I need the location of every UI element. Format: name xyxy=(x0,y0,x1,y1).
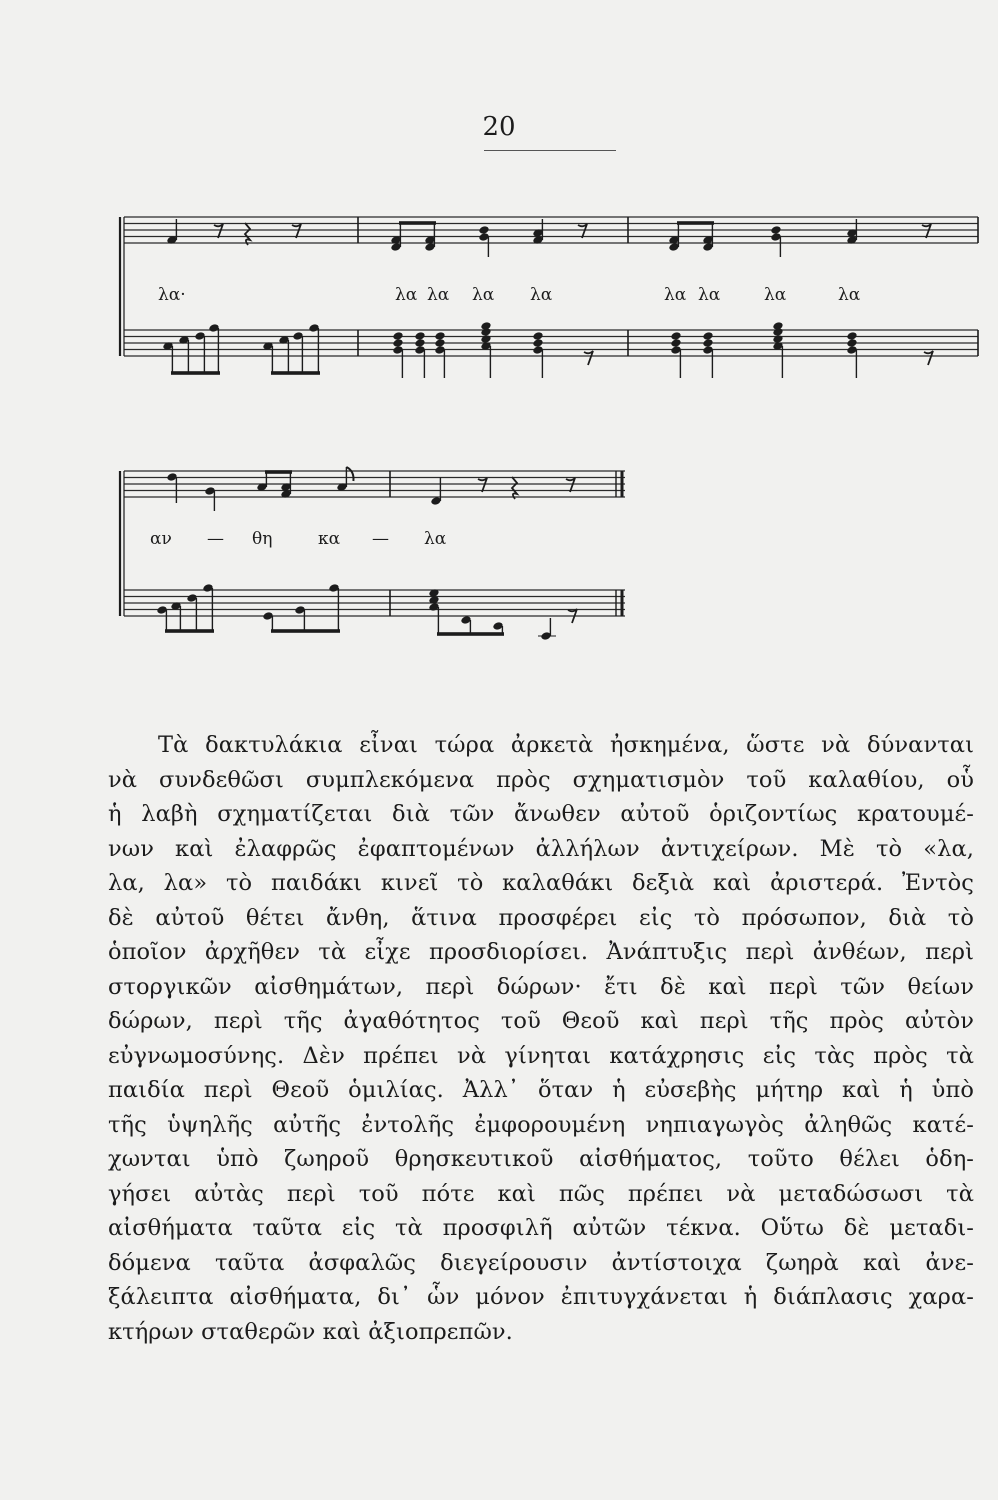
note-head xyxy=(846,331,857,341)
lyric-syllable: λα xyxy=(838,285,861,305)
lyric-syllable: λα xyxy=(472,285,495,305)
body-text xyxy=(108,728,974,1349)
note-beam xyxy=(271,371,320,375)
lyrics-system-2 xyxy=(150,529,447,549)
text-line: εὐγνωμοσύνης. Δὲν πρέπει νὰ γίνηται κατάχρησις εἰς τὰς πρὸς τὰ xyxy=(108,1042,974,1069)
music-score xyxy=(0,0,998,700)
eighth-rest xyxy=(924,351,933,365)
text-line: δόμενα ταῦτα ἀσφαλῶς διεγείρουσιν ἀντίστοιχα ζωηρὰ καὶ ἀνε- xyxy=(108,1249,974,1276)
text-line: ὁποῖον ἀρχῆθεν τὰ εἶχε προσδιορίσει. Ἀνάπτυξις περὶ ἀνθέων, περὶ xyxy=(108,939,974,965)
note-head xyxy=(532,338,543,348)
note-beam xyxy=(399,221,436,225)
lyric-syllable: λα xyxy=(395,285,418,305)
note-beam xyxy=(165,629,214,633)
page-number: 20 xyxy=(482,112,516,142)
lyric-syllable: λα xyxy=(664,285,687,305)
note-beam xyxy=(171,371,220,375)
lyric-syllable: λα xyxy=(427,285,450,305)
note-head xyxy=(702,338,713,348)
lyric-syllable: — xyxy=(372,529,389,549)
text-line: ἡ λαβὴ σχηματίζεται διὰ τῶν ἄνωθεν αὐτοῦ ὁριζοντίως κρατουμέ- xyxy=(108,801,974,827)
note-head xyxy=(670,331,681,341)
note-head xyxy=(414,338,425,348)
note-beam xyxy=(271,629,340,633)
note-head xyxy=(532,331,543,341)
text-line: νὰ συνδεθῶσι συμπλεκόμενα πρὸς σχηματισμὸν τοῦ καλαθίου, οὗ xyxy=(108,766,974,793)
notes xyxy=(156,219,933,641)
text-line: ξάλειπτα αἰσθήματα, δι᾿ ὧν μόνον ἐπιτυγχάνεται ἡ διάπλασις χαρα- xyxy=(108,1284,974,1310)
lyric-syllable: αν xyxy=(150,529,172,549)
lyrics-system-1 xyxy=(158,285,861,305)
text-line: γήσει αὐτὰς περὶ τοῦ πότε καὶ πῶς πρέπει νὰ μεταδώσωσι τὰ xyxy=(108,1180,974,1207)
note-head xyxy=(414,331,425,341)
bar-lines xyxy=(120,217,978,616)
lyric-syllable: λα· xyxy=(158,285,186,305)
lyric-syllable: κα xyxy=(318,529,341,549)
note-head xyxy=(670,338,681,348)
text-line: παιδία περὶ Θεοῦ ὁμιλίας. Ἀλλ᾿ ὅταν ἡ εὐσεβὴς μήτηρ καὶ ἡ ὑπὸ xyxy=(108,1077,974,1103)
quarter-rest xyxy=(512,477,517,499)
quarter-rest xyxy=(245,223,250,245)
note-head xyxy=(434,338,445,348)
text-line: κτήρων σταθερῶν καὶ ἀξιοπρεπῶν. xyxy=(108,1318,513,1345)
note-beam xyxy=(677,221,714,225)
note-head xyxy=(702,331,713,341)
text-line: στοργικῶν αἰσθημάτων, περὶ δώρων· ἔτι δὲ καὶ περὶ τῶν θείων xyxy=(108,973,974,1000)
text-line: νων καὶ ἐλαφρῶς ἐφαπτομένων ἀλλήλων ἀντιχείρων. Μὲ τὸ «λα, xyxy=(108,835,974,862)
lyric-syllable: θη xyxy=(252,529,273,549)
lyric-syllable: λα xyxy=(698,285,721,305)
lyric-syllable: λα xyxy=(424,529,447,549)
note-beam xyxy=(265,470,292,474)
note-head xyxy=(478,225,489,235)
note-head xyxy=(392,331,403,341)
note-head xyxy=(392,338,403,348)
lyric-syllable: λα xyxy=(530,285,553,305)
text-line: δώρων, περὶ τῆς ἀγαθότητος τοῦ Θεοῦ καὶ περὶ τῆς πρὸς αὐτὸν xyxy=(108,1008,974,1034)
note-flag xyxy=(346,467,353,481)
text-line: λα, λα» τὸ παιδάκι κινεῖ τὸ καλαθάκι δεξιὰ καὶ ἀριστερά. Ἐντὸς xyxy=(108,870,974,896)
text-line: χωνται ὑπὸ ζωηροῦ θρησκευτικοῦ αἰσθήματος, τοῦτο θέλει ὁδη- xyxy=(108,1146,974,1172)
lyric-syllable: λα xyxy=(764,285,787,305)
text-line: Τὰ δακτυλάκια εἶναι τώρα ἀρκετὰ ἠσκημένα, ὥστε νὰ δύνανται xyxy=(158,732,974,758)
lyric-syllable: — xyxy=(207,529,224,549)
eighth-rest xyxy=(584,351,593,365)
note-head xyxy=(434,331,445,341)
note-head xyxy=(846,338,857,348)
text-line: αἰσθήματα ταῦτα εἰς τὰ προσφιλῆ αὐτῶν τέκνα. Οὕτω δὲ μεταδι- xyxy=(108,1215,974,1241)
text-line: τῆς ὑψηλῆς αὐτῆς ἐντολῆς ἐμφορουμένη νηπιαγωγὸς ἀληθῶς κατέ- xyxy=(108,1111,974,1138)
text-line: δὲ αὐτοῦ θέτει ἄνθη, ἅτινα προσφέρει εἰς τὸ πρόσωπον, διὰ τὸ xyxy=(108,904,974,931)
note-beam xyxy=(437,632,504,636)
note-head xyxy=(770,225,781,235)
staff-lines xyxy=(124,217,978,616)
